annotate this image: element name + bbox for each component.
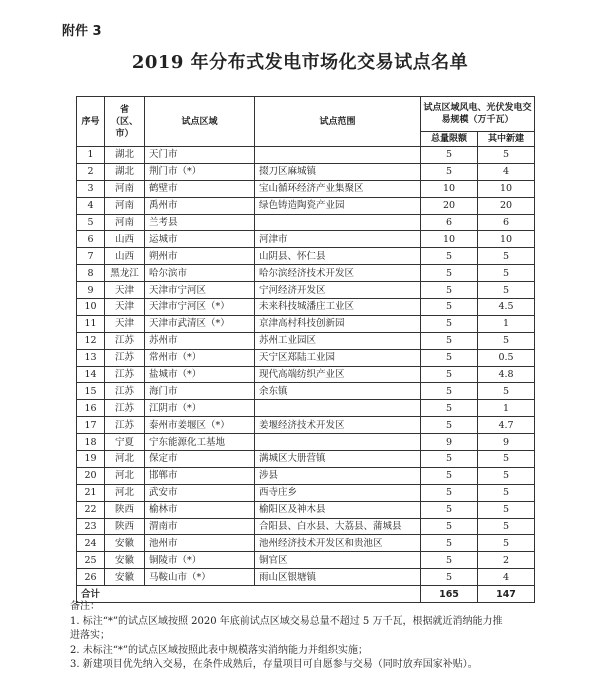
row-province: 天津 [105, 299, 145, 316]
row-area: 池州市 [145, 535, 255, 552]
row-new: 5 [478, 248, 535, 265]
row-limit: 5 [421, 484, 478, 501]
row-no: 9 [77, 282, 105, 299]
row-limit: 6 [421, 214, 478, 231]
row-limit: 5 [421, 552, 478, 569]
row-province: 宁夏 [105, 434, 145, 451]
row-no: 10 [77, 299, 105, 316]
row-no: 19 [77, 451, 105, 468]
row-new: 4.5 [478, 299, 535, 316]
note-line: 1. 标注“*”的试点区域按照 2020 年底前试点区域交易总量不超过 5 万千瓦，根据就近消纳能力推 [70, 615, 503, 627]
row-limit: 20 [421, 197, 478, 214]
row-no: 26 [77, 569, 105, 586]
header-new: 其中新建 [478, 132, 535, 147]
table-row [77, 501, 535, 518]
row-limit: 5 [421, 147, 478, 164]
row-scope: 宁河经济开发区 [255, 282, 421, 299]
row-area: 保定市 [145, 451, 255, 468]
row-province: 河南 [105, 197, 145, 214]
row-province: 江苏 [105, 417, 145, 434]
row-province: 陕西 [105, 518, 145, 535]
total-limit: 165 [421, 586, 478, 603]
notes-heading: 备注： [70, 601, 100, 612]
row-province: 天津 [105, 282, 145, 299]
row-province: 河北 [105, 467, 145, 484]
row-limit: 5 [421, 569, 478, 586]
row-area: 马鞍山市（*） [145, 569, 255, 586]
table-row [77, 282, 535, 299]
row-new: 4.8 [478, 366, 535, 383]
table-row [77, 147, 535, 164]
row-new: 2 [478, 552, 535, 569]
row-province: 河南 [105, 214, 145, 231]
row-area: 武安市 [145, 484, 255, 501]
row-province: 江苏 [105, 332, 145, 349]
row-limit: 5 [421, 248, 478, 265]
row-area: 苏州市 [145, 332, 255, 349]
table-row [77, 163, 535, 180]
row-limit: 5 [421, 349, 478, 366]
row-scope: 天宁区郑陆工业园 [255, 349, 421, 366]
row-no: 1 [77, 147, 105, 164]
row-scope [255, 400, 421, 417]
row-no: 25 [77, 552, 105, 569]
row-scope: 苏州工业园区 [255, 332, 421, 349]
row-area: 禹州市 [145, 197, 255, 214]
row-limit: 5 [421, 315, 478, 332]
row-province: 湖北 [105, 147, 145, 164]
total-new: 147 [478, 586, 535, 603]
row-province: 河北 [105, 484, 145, 501]
row-scope: 榆阳区及神木县 [255, 501, 421, 518]
row-area: 邯郸市 [145, 467, 255, 484]
row-province: 天津 [105, 315, 145, 332]
row-new: 5 [478, 282, 535, 299]
table-row [77, 535, 535, 552]
row-limit: 5 [421, 467, 478, 484]
row-new: 5 [478, 383, 535, 400]
row-province: 江苏 [105, 400, 145, 417]
row-province: 安徽 [105, 569, 145, 586]
table-row [77, 248, 535, 265]
header-scope: 试点范围 [255, 97, 421, 147]
row-no: 11 [77, 315, 105, 332]
row-scope: 姜堰经济技术开发区 [255, 417, 421, 434]
notes [70, 600, 540, 673]
table-row [77, 349, 535, 366]
row-no: 21 [77, 484, 105, 501]
table-row [77, 569, 535, 586]
row-area: 铜陵市（*） [145, 552, 255, 569]
row-new: 5 [478, 265, 535, 282]
row-area: 常州市（*） [145, 349, 255, 366]
row-limit: 5 [421, 451, 478, 468]
row-area: 宁东能源化工基地 [145, 434, 255, 451]
row-province: 山西 [105, 248, 145, 265]
header-scale: 试点区域风电、光伏发电交易规模（万千瓦） [421, 97, 535, 132]
row-no: 2 [77, 163, 105, 180]
row-province: 江苏 [105, 383, 145, 400]
row-scope: 京津高村科技创新园 [255, 315, 421, 332]
row-no: 20 [77, 467, 105, 484]
table-row [77, 231, 535, 248]
row-no: 3 [77, 180, 105, 197]
row-new: 4 [478, 163, 535, 180]
document-title: 2019 年分布式发电市场化交易试点名单 [131, 52, 469, 73]
note-line: 2. 未标注“*”的试点区域按照此表中规模落实消纳能力并组织实施； [70, 644, 368, 656]
row-area: 天津市武清区（*） [145, 315, 255, 332]
row-limit: 5 [421, 535, 478, 552]
row-no: 23 [77, 518, 105, 535]
row-scope [255, 434, 421, 451]
row-limit: 5 [421, 282, 478, 299]
row-province: 河南 [105, 180, 145, 197]
row-province: 安徽 [105, 535, 145, 552]
row-new: 5 [478, 484, 535, 501]
row-area: 江阴市（*） [145, 400, 255, 417]
header-limit: 总量限额 [421, 132, 478, 147]
row-new: 0.5 [478, 349, 535, 366]
row-limit: 5 [421, 366, 478, 383]
table-row [77, 518, 535, 535]
row-area: 朔州市 [145, 248, 255, 265]
row-scope: 现代高端纺织产业区 [255, 366, 421, 383]
row-area: 泰州市姜堰区（*） [145, 417, 255, 434]
table-row [77, 552, 535, 569]
row-no: 16 [77, 400, 105, 417]
row-new: 5 [478, 518, 535, 535]
header-province: 省（区、市） [105, 97, 145, 147]
row-limit: 5 [421, 299, 478, 316]
row-province: 陕西 [105, 501, 145, 518]
row-province: 黑龙江 [105, 265, 145, 282]
table-row [77, 434, 535, 451]
row-limit: 9 [421, 434, 478, 451]
row-limit: 5 [421, 417, 478, 434]
row-area: 渭南市 [145, 518, 255, 535]
row-limit: 5 [421, 501, 478, 518]
row-scope: 余东镇 [255, 383, 421, 400]
row-scope [255, 214, 421, 231]
row-new: 1 [478, 400, 535, 417]
row-limit: 10 [421, 231, 478, 248]
row-scope: 山阴县、怀仁县 [255, 248, 421, 265]
row-new: 5 [478, 535, 535, 552]
pilot-list-table [76, 96, 535, 603]
row-no: 4 [77, 197, 105, 214]
table-row [77, 265, 535, 282]
table-row [77, 467, 535, 484]
row-province: 湖北 [105, 163, 145, 180]
row-scope: 涉县 [255, 467, 421, 484]
row-new: 5 [478, 467, 535, 484]
row-province: 江苏 [105, 366, 145, 383]
row-scope: 绿色铸造陶瓷产业园 [255, 197, 421, 214]
row-limit: 5 [421, 332, 478, 349]
table-row [77, 315, 535, 332]
table-row [77, 417, 535, 434]
total-label: 合计 [77, 586, 421, 603]
row-area: 天津市宁河区 [145, 282, 255, 299]
note-line: 3. 新建项目优先纳入交易，在条件成熟后，存量项目可自愿参与交易（同时放弃国家补贴）。 [70, 659, 478, 670]
row-scope: 合阳县、白水县、大荔县、蒲城县 [255, 518, 421, 535]
row-new: 6 [478, 214, 535, 231]
row-area: 荆门市（*） [145, 163, 255, 180]
row-no: 12 [77, 332, 105, 349]
row-limit: 5 [421, 383, 478, 400]
row-new: 10 [478, 180, 535, 197]
row-area: 哈尔滨市 [145, 265, 255, 282]
row-new: 9 [478, 434, 535, 451]
row-limit: 5 [421, 265, 478, 282]
table-row [77, 214, 535, 231]
row-area: 鹤壁市 [145, 180, 255, 197]
table-row [77, 366, 535, 383]
row-new: 10 [478, 231, 535, 248]
note-line: 进落实； [70, 630, 110, 641]
row-area: 海门市 [145, 383, 255, 400]
row-area: 兰考县 [145, 214, 255, 231]
row-scope: 池州经济技术开发区和贵池区 [255, 535, 421, 552]
table-row [77, 484, 535, 501]
row-no: 5 [77, 214, 105, 231]
header-area: 试点区域 [145, 97, 255, 147]
row-province: 江苏 [105, 349, 145, 366]
table-body [77, 147, 535, 603]
table-row [77, 299, 535, 316]
row-no: 13 [77, 349, 105, 366]
attachment-label: 附件 3 [62, 24, 102, 39]
row-province: 山西 [105, 231, 145, 248]
row-no: 24 [77, 535, 105, 552]
row-scope: 满城区大册营镇 [255, 451, 421, 468]
table-row [77, 197, 535, 214]
row-no: 22 [77, 501, 105, 518]
row-province: 安徽 [105, 552, 145, 569]
row-new: 1 [478, 315, 535, 332]
row-no: 15 [77, 383, 105, 400]
row-area: 运城市 [145, 231, 255, 248]
row-new: 5 [478, 147, 535, 164]
row-no: 17 [77, 417, 105, 434]
header-no: 序号 [77, 97, 105, 147]
table-row [77, 451, 535, 468]
row-limit: 5 [421, 518, 478, 535]
row-area: 天门市 [145, 147, 255, 164]
row-new: 5 [478, 332, 535, 349]
row-no: 6 [77, 231, 105, 248]
row-scope: 雨山区银塘镇 [255, 569, 421, 586]
table-row [77, 332, 535, 349]
row-scope: 铜官区 [255, 552, 421, 569]
row-new: 5 [478, 451, 535, 468]
row-area: 天津市宁河区（*） [145, 299, 255, 316]
row-limit: 10 [421, 180, 478, 197]
table-row [77, 180, 535, 197]
row-new: 4.7 [478, 417, 535, 434]
row-scope: 宝山循环经济产业集聚区 [255, 180, 421, 197]
row-no: 8 [77, 265, 105, 282]
row-province: 河北 [105, 451, 145, 468]
row-scope [255, 147, 421, 164]
row-no: 18 [77, 434, 105, 451]
row-no: 14 [77, 366, 105, 383]
row-new: 20 [478, 197, 535, 214]
row-limit: 5 [421, 400, 478, 417]
row-scope: 未来科技城潘庄工业区 [255, 299, 421, 316]
row-scope: 掇刀区麻城镇 [255, 163, 421, 180]
table-row [77, 383, 535, 400]
table-row [77, 400, 535, 417]
row-scope: 哈尔滨经济技术开发区 [255, 265, 421, 282]
row-new: 4 [478, 569, 535, 586]
row-scope: 西寺庄乡 [255, 484, 421, 501]
row-new: 5 [478, 501, 535, 518]
row-no: 7 [77, 248, 105, 265]
row-limit: 5 [421, 163, 478, 180]
row-area: 盐城市（*） [145, 366, 255, 383]
row-area: 榆林市 [145, 501, 255, 518]
row-scope: 河津市 [255, 231, 421, 248]
